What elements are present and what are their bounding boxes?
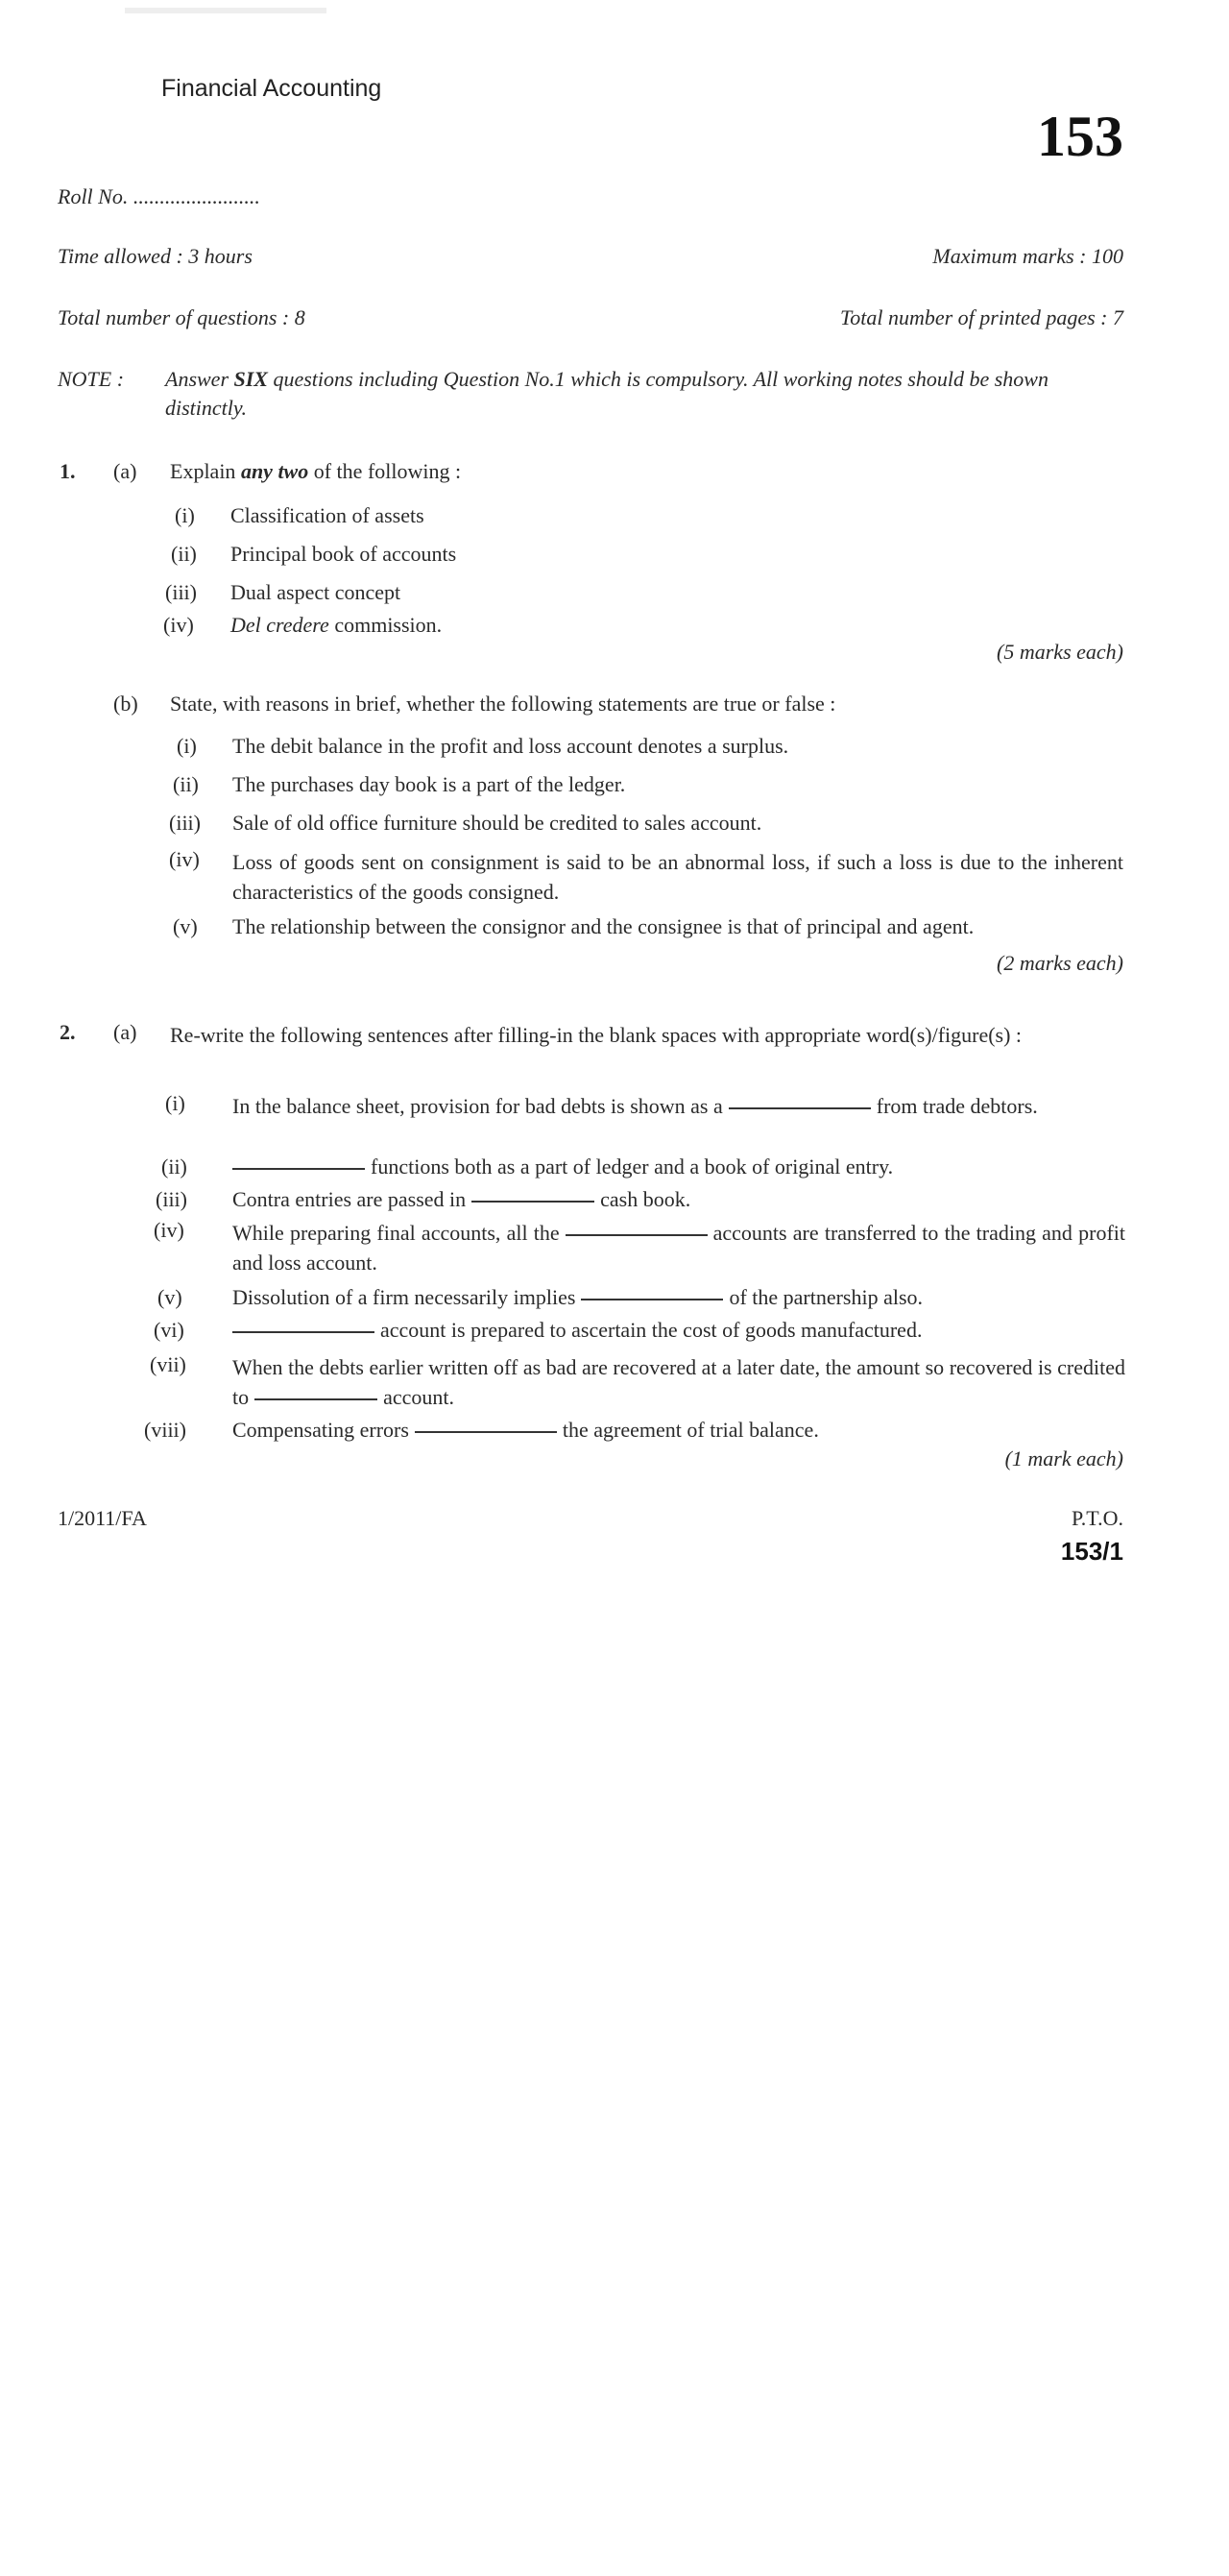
question-1-number: 1. (60, 459, 76, 483)
roll-no: Roll No. ........................ (58, 184, 260, 208)
q1-b-stem: State, with reasons in brief, whether the following statements are true or false : (170, 692, 836, 716)
note-label: NOTE : (58, 367, 125, 391)
q1-b-item-num: (i) (177, 734, 197, 758)
subject-title: Financial Accounting (161, 75, 382, 102)
q1-a-marks: (5 marks each) (997, 640, 1123, 664)
note-block (58, 365, 1123, 420)
q2-a-item-num: (i) (165, 1091, 185, 1115)
q1-b-item-text: The debit balance in the profit and loss account denotes a surplus. (232, 734, 789, 758)
pto-label: P.T.O. (1072, 1506, 1123, 1530)
answer-blank (566, 1233, 708, 1236)
q1-b-item-text: Sale of old office furniture should be credited to sales account. (232, 811, 762, 835)
footer-reference: 1/2011/FA (58, 1506, 147, 1530)
q1-b-item-text: The relationship between the consignor and the consignee is that of principal and agent. (232, 914, 975, 938)
q2-a-item-text: When the debts earlier written off as bad are recovered at a later date, the amount so recovered is credited to account. (232, 1355, 1125, 1409)
q2-a-item-text: functions both as a part of ledger and a book of original entry. (232, 1154, 893, 1179)
q2-a-label: (a) (113, 1020, 137, 1044)
q1-a-item-text: Dual aspect concept (230, 580, 401, 604)
q1-a-item-num: (i) (175, 503, 195, 527)
q1-b-item-num: (ii) (173, 772, 199, 796)
q1-b-label: (b) (113, 692, 138, 716)
q2-a-item-text: account is prepared to ascertain the cost of goods manufactured. (232, 1318, 922, 1343)
q1-a-stem: Explain any two of the following : (170, 459, 462, 483)
question-2-number: 2. (60, 1020, 76, 1044)
answer-blank (729, 1106, 871, 1109)
q2-a-item-num: (iii) (156, 1187, 187, 1211)
q1-b-item-num: (iii) (169, 811, 201, 835)
note-body: Answer SIX questions including Question No.1 which is compulsory. All working notes should be shown distinctly. (165, 367, 1048, 420)
scan-smudge (125, 8, 326, 13)
total-pages: Total number of printed pages : 7 (840, 305, 1123, 329)
q1-a-item-num: (iv) (163, 613, 194, 637)
q2-a-item-num: (vii) (150, 1352, 186, 1376)
answer-blank (581, 1298, 723, 1300)
time-allowed: Time allowed : 3 hours (58, 244, 253, 268)
q2-a-item-num: (vi) (154, 1318, 184, 1342)
answer-blank (415, 1430, 557, 1433)
q2-a-item-num: (v) (157, 1285, 182, 1309)
answer-blank (232, 1330, 374, 1333)
max-marks: Maximum marks : 100 (932, 244, 1123, 268)
answer-blank (232, 1167, 365, 1170)
q2-a-item-text: In the balance sheet, provision for bad debts is shown as a from trade debtors. (232, 1094, 1038, 1118)
q1-b-item-text: Loss of goods sent on consignment is said to be an abnormal loss, if such a loss is due to the inherent characteristics of the goods consigned. (232, 850, 1123, 904)
q1-a-item-text: Classification of assets (230, 503, 424, 527)
answer-blank (471, 1200, 594, 1203)
note-emphasis: SIX (233, 367, 268, 391)
q2-a-item-num: (viii) (144, 1418, 186, 1442)
q1-a-item-num: (ii) (171, 542, 197, 566)
q1-a-label: (a) (113, 459, 137, 483)
q1-b-item-num: (v) (173, 914, 198, 938)
q1-b-marks: (2 marks each) (997, 951, 1123, 975)
q2-a-item-text: Compensating errors the agreement of trial balance. (232, 1418, 819, 1442)
q2-a-item-text: While preparing final accounts, all the accounts are transferred to the trading and profit and loss account. (232, 1221, 1125, 1275)
q2-a-item-text: Dissolution of a firm necessarily implies of the partnership also. (232, 1285, 924, 1309)
q1-b-item-num: (iv) (169, 847, 200, 871)
q1-a-item-text: Del credere commission. (230, 613, 443, 637)
q1-a-item-text: Principal book of accounts (230, 542, 457, 566)
q1-b-item-text: The purchases day book is a part of the ledger. (232, 772, 626, 796)
q2-a-item-num: (ii) (161, 1154, 187, 1179)
q1-a-item-num: (iii) (165, 580, 197, 604)
total-questions: Total number of questions : 8 (58, 305, 305, 329)
q2-a-stem: Re-write the following sentences after filling-in the blank spaces with appropriate word(s)/figure(s) : (170, 1023, 1023, 1047)
paper-code: 153 (1037, 105, 1123, 168)
answer-blank (254, 1397, 377, 1400)
q2-a-item-text: Contra entries are passed in cash book. (232, 1187, 691, 1211)
q2-a-item-num: (iv) (154, 1218, 184, 1242)
q2-a-marks: (1 mark each) (1004, 1446, 1123, 1470)
page-code: 153/1 (1060, 1537, 1123, 1566)
